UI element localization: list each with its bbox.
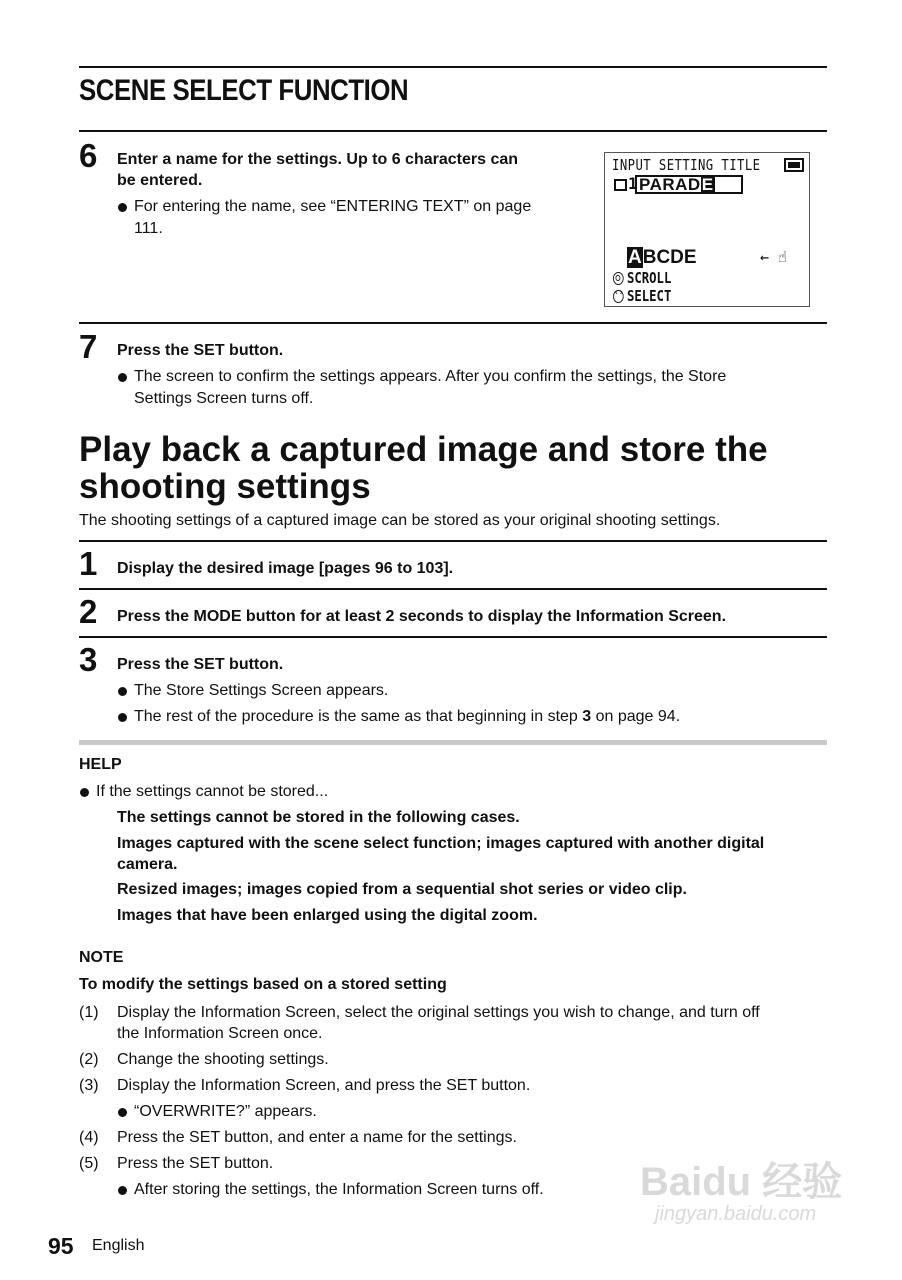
intro-text: The shooting settings of a captured image can be stored as your original shooting settings. bbox=[79, 512, 721, 529]
lcd-selected-char: A bbox=[628, 247, 642, 268]
help-divider bbox=[79, 740, 827, 745]
note-item-4: Press the SET button, and enter a name for the settings. bbox=[117, 1129, 517, 1146]
page-number: 95 bbox=[48, 1233, 74, 1259]
dial-icon bbox=[613, 272, 624, 285]
note-item-5: Press the SET button. bbox=[117, 1155, 274, 1172]
watermark-url: jingyan.baidu.com bbox=[655, 1203, 817, 1225]
step-7-rule bbox=[79, 322, 827, 324]
note-item-3-bullet: “OVERWRITE?” appears. bbox=[117, 1101, 317, 1123]
note-item-3: Display the Information Screen, and press the SET button. bbox=[117, 1077, 531, 1094]
note-title: NOTE bbox=[79, 949, 124, 966]
note-item-1: Display the Information Screen, select the original settings you wish to change, and turn off bbox=[117, 1004, 760, 1021]
section-title: SCENE SELECT FUNCTION bbox=[79, 74, 409, 107]
step-2-rule bbox=[79, 588, 827, 590]
step-7-number: 7 bbox=[79, 328, 98, 365]
step-1-heading: Display the desired image [pages 96 to 103]. bbox=[117, 560, 454, 577]
step-1-rule bbox=[79, 540, 827, 542]
help-line-2: Images captured with the scene select function; images captured with another digital bbox=[117, 835, 765, 852]
lcd-slot-number: 1 bbox=[628, 174, 638, 193]
lcd-name-field bbox=[635, 175, 743, 194]
help-bullet: If the settings cannot be stored... bbox=[79, 781, 328, 803]
step-3-rule bbox=[79, 636, 827, 638]
note-item-5-number: (5) bbox=[79, 1155, 99, 1172]
step-3-bullet-2: The rest of the procedure is the same as that beginning in step 3 on page 94. bbox=[117, 706, 680, 728]
step-6-bullet: For entering the name, see “ENTERING TEXT” on page bbox=[117, 196, 531, 218]
lcd-name-cursor: E bbox=[701, 175, 714, 194]
help-title: HELP bbox=[79, 756, 122, 773]
section-rule bbox=[79, 130, 827, 132]
step-3-heading: Press the SET button. bbox=[117, 656, 284, 673]
step-2-heading: Press the MODE button for at least 2 seconds to display the Information Screen. bbox=[117, 608, 727, 625]
step-6-bullet-cont: 111. bbox=[134, 220, 163, 237]
back-arrow-hand-icon: ← ☝ bbox=[760, 248, 788, 266]
help-line-1: The settings cannot be stored in the following cases. bbox=[117, 809, 520, 826]
note-item-2: Change the shooting settings. bbox=[117, 1051, 329, 1068]
help-line-4: Images that have been enlarged using the digital zoom. bbox=[117, 907, 538, 924]
note-item-2-number: (2) bbox=[79, 1051, 99, 1068]
step-6-heading-line2: be entered. bbox=[117, 172, 203, 189]
section-heading: Play back a captured image and store the shooting settings bbox=[79, 430, 768, 506]
step-1-number: 1 bbox=[79, 545, 98, 582]
note-item-5-bullet: After storing the settings, the Information Screen turns off. bbox=[117, 1179, 544, 1201]
top-rule bbox=[79, 66, 827, 68]
step-3-bullet-1: The Store Settings Screen appears. bbox=[117, 680, 388, 702]
note-item-1-cont: the Information Screen once. bbox=[117, 1025, 323, 1042]
step-6-number: 6 bbox=[79, 137, 98, 174]
note-item-1-number: (1) bbox=[79, 1004, 99, 1021]
note-subtitle: To modify the settings based on a stored setting bbox=[79, 976, 447, 993]
page-language: English bbox=[92, 1237, 145, 1254]
lcd-name-text: PARAD bbox=[639, 175, 701, 194]
arrow-pad-icon bbox=[613, 290, 624, 303]
lcd-chars: BCDE bbox=[642, 247, 697, 268]
step-2-number: 2 bbox=[79, 593, 98, 630]
card-icon bbox=[614, 179, 627, 191]
lcd-title: INPUT SETTING TITLE bbox=[612, 156, 761, 174]
battery-icon bbox=[784, 158, 804, 172]
help-line-2-cont: camera. bbox=[117, 856, 178, 873]
note-item-3-number: (3) bbox=[79, 1077, 99, 1094]
step-7-bullet: The screen to confirm the settings appears. After you confirm the settings, the Store bbox=[117, 366, 726, 388]
lcd-select-option: ‹›SELECT bbox=[613, 287, 671, 305]
lcd-character-row bbox=[627, 247, 697, 269]
note-item-4-number: (4) bbox=[79, 1129, 99, 1146]
watermark-logo: Baidu 经验 bbox=[640, 1160, 843, 1204]
lcd-scroll-option: SCROLL bbox=[613, 269, 671, 287]
help-line-3: Resized images; images copied from a sequential shot series or video clip. bbox=[117, 881, 687, 898]
step-7-heading: Press the SET button. bbox=[117, 342, 284, 359]
lcd-screen bbox=[604, 152, 810, 307]
step-3-number: 3 bbox=[79, 641, 98, 678]
step-6-heading-line1: Enter a name for the settings. Up to 6 characters can bbox=[117, 151, 519, 168]
step-7-bullet-cont: Settings Screen turns off. bbox=[134, 390, 314, 407]
